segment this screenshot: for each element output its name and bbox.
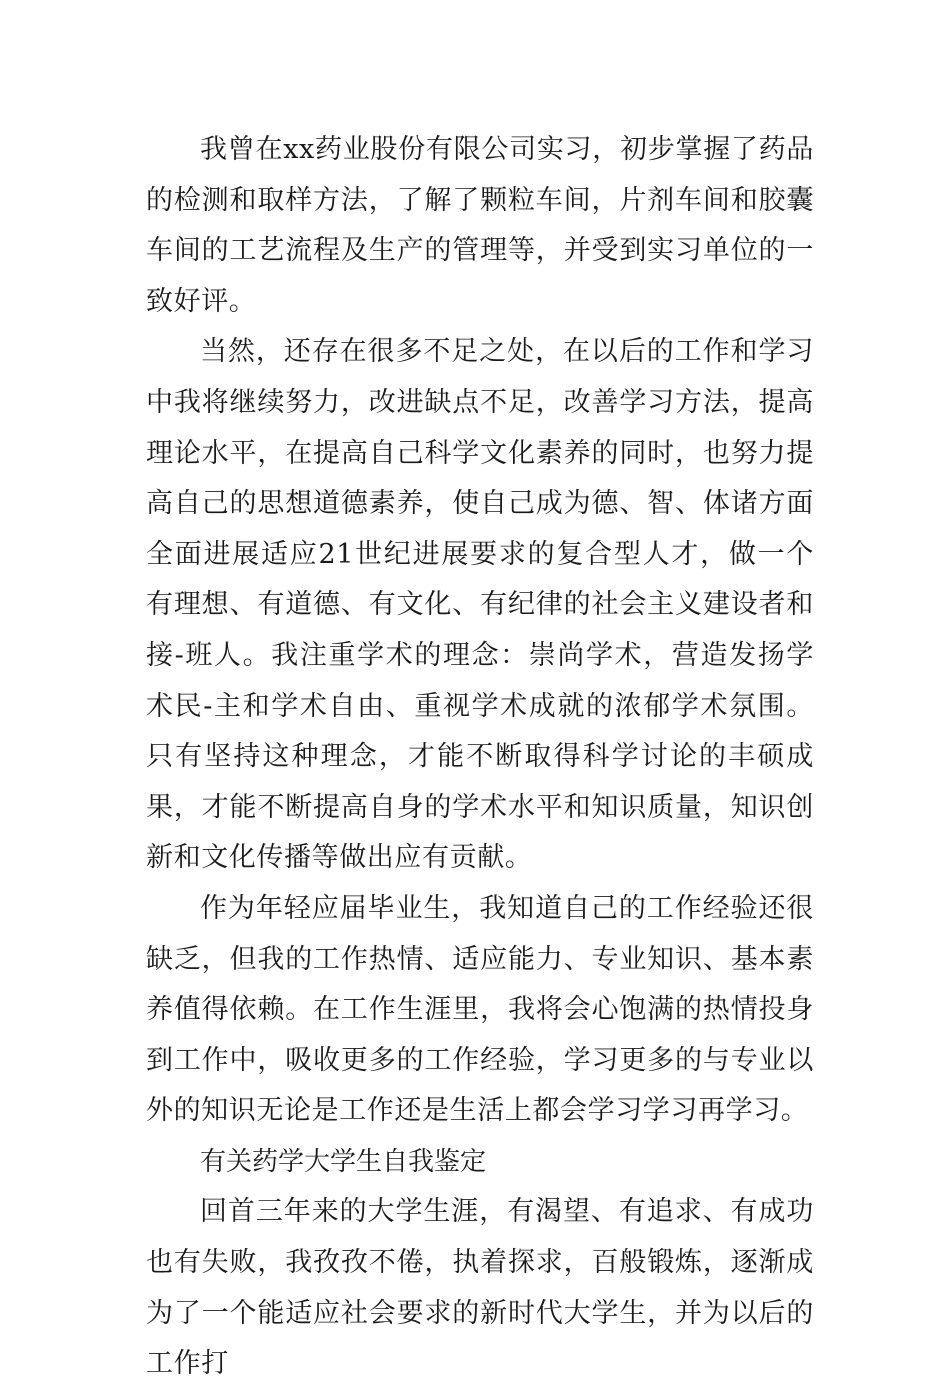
document-body (146, 125, 814, 1390)
paragraph-review: 回首三年来的大学生涯，有渴望、有追求、有成功也有失败，我孜孜不倦，执着探求，百般锻炼，逐渐成为了一个能适应社会要求的新时代大学生，并为以后的工作打 (146, 1196, 814, 1380)
section-heading: 有关药学大学生自我鉴定 (200, 1146, 487, 1177)
paragraph-internship: 我曾在xx药业股份有限公司实习，初步掌握了药品的检测和取样方法，了解了颗粒车间，片剂车间和胶囊车间的工艺流程及生产的管理等，并受到实习单位的一致好评。 (146, 134, 814, 317)
paragraph-shortcomings: 当然，还存在很多不足之处，在以后的工作和学习中我将继续努力，改进缺点不足，改善学习方法，提高理论水平，在提高自己科学文化素养的同时，也努力提高自己的思想道德素养，使自己成为德、智、体诸方面全面进展适应21世纪进展要求的复合型人才，做一个有理想、有道德、有文化、有纪律的社会主义建设者和接-班人。我注重学术的理念：崇尚学术，营造发扬学术民-主和学术自由、重视学术成就的浓郁学术氛围。只有坚持这种理念，才能不断取得科学讨论的丰硕成果，才能不断提高自身的学术水平和知识质量，知识创新和文化传播等做出应有贡献。 (146, 336, 814, 874)
paragraph-graduate: 作为年轻应届毕业生，我知道自己的工作经验还很缺乏，但我的工作热情、适应能力、专业知识、基本素养值得依赖。在工作生涯里，我将会心饱满的热情投身到工作中，吸收更多的工作经验，学习更多的与专业以外的知识无论是工作还是生活上都会学习学习再学习。 (146, 892, 814, 1127)
